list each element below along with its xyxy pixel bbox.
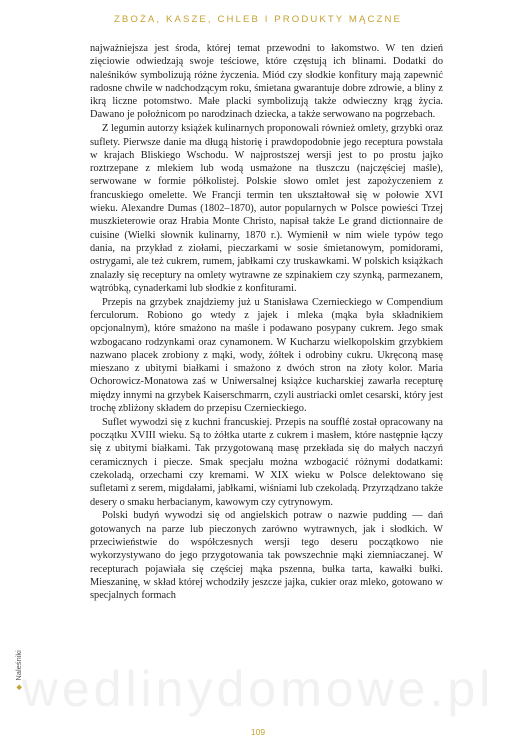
paragraph-1: najważniejsza jest środa, której temat przewodni to łakomstwo. W ten dzień zięciowie odwiedzają swoje teściowe, które częstują ich blinami. Dodatki do naleśników symbolizują różne życzenia. Miód czy słodkie konfitury mają zapewnić radosne chwile w nadchodzącym roku, śmietana gwarantuje dobre zdrowie, a bliny z ikrą liczne potomstwo. Małe placki symbolizują także odwieczny krąg życia. Dawano je położnicom po narodzinach dziecka, a także serwowano na pogrzebach. <box>90 43 443 121</box>
paragraph-5: Polski budyń wywodzi się od angielskich potraw o nazwie pudding — dań gotowanych na parze lub pieczonych zarówno wytrawnych, jak i słodkich. W przeciwieństwie do współczesnych wersji tego deseru początkowo nie wykorzystywano do jego przygotowania tak powszechnie mąki ziemniaczanej. W recepturach pojawiała się częściej mąka pszenna, bułka tarta, kawałki bułki. Mieszaninę, w skład której wchodziły jeszcze jajka, cukier oraz mleko, gotowano w specjalnych formach <box>90 510 443 602</box>
chapter-marker-icon: ◆ <box>15 684 23 690</box>
paragraph-4: Suflet wywodzi się z kuchni francuskiej. Przepis na soufflé został opracowany na początku XVIII wieku. Są to żółtka utarte z cukrem i masłem, które następnie łączy się z ubitymi białkami. Tak przygotowaną masę przekłada się do małych naczyń ceramicznych i piecze. Smak specjału można wzbogacić różnymi dodatkami: czekoladą, orzechami czy kremami. W XIX wieku w Polsce delektowano się sufletami z serem, migdałami, jabłkami, wiśniami lub czekoladą. Przyrządzano także desery o smaku herbacianym, kawowym czy cytrynowym. <box>90 416 443 508</box>
watermark: wedlinydomowe.pl <box>21 661 495 717</box>
paragraph-3: Przepis na grzybek znajdziemy już u Stanisława Czernieckiego w Compendium ferculorum. Robiono go wtedy z jajek i mleka (mąka była składnikiem opcjonalnym), które smażono na maśle i podawano posypany cukrem. Jego smak wzbogacano rodzynkami oraz cynamonem. W Kucharzu wielkopolskim grzybkiem nazwano placek zrobiony z mąki, wody, żółtek i odrobiny cukru. Ukręconą masę mieszano z ubitymi białkami i smażono z dwóch stron na złoty kolor. Maria Ochorowicz-Monatowa zaś w Uniwersalnej książce kucharskiej zawarła recepturę między innymi na grzybek Kaiserschmarrn, czyli austriacki omlet cesarski, który jest trochę zbliżony składem do przepisu Czernieckiego. <box>90 296 443 415</box>
side-chapter-label <box>14 650 23 690</box>
paragraph-2: Z legumin autorzy książek kulinarnych proponowali również omlety, grzybki oraz suflety. Pierwsze danie ma długą historię i prawdopodobnie jego receptura powstała w krajach Bliskiego Wschodu. W najprostszej wersji jest to po prostu jajko roztrzepane z mlekiem lub wodą usmażone na tłuszczu (najczęściej maśle), serwowane w formie półkolistej. Polskie słowo omlet jest zapożyczeniem z francuskiego omelette. We Francji termin ten ukształtował się w połowie XVI wieku. Alexandre Dumas (1802–1870), autor popularnych w Polsce powieści Trzej muszkieterowie oraz Hrabia Monte Christo, napisał także Le grand dictionnaire de cuisine (Wielki słownik kulinarny, 1870 r.). Wymienił w nim wiele typów tego dania, na przykład z ziołami, pieczarkami w sosie śmietanowym, pomidorami, ostrygami, ale też cukrem, rumem, jabłkami czy truskawkami. W polskich książkach znalazły się receptury na omlety wytrawne ze szpinakiem czy szynką, parmezanem, wątróbką, cynaderkami lub słodkie z konfiturami. <box>90 123 443 294</box>
running-head: ZBOŻA, KASZE, CHLEB I PRODUKTY MĄCZNE <box>113 14 403 25</box>
body-text <box>90 42 443 602</box>
page-number: 109 <box>250 727 266 737</box>
side-chapter-label-text: Naleśniki <box>14 650 23 681</box>
